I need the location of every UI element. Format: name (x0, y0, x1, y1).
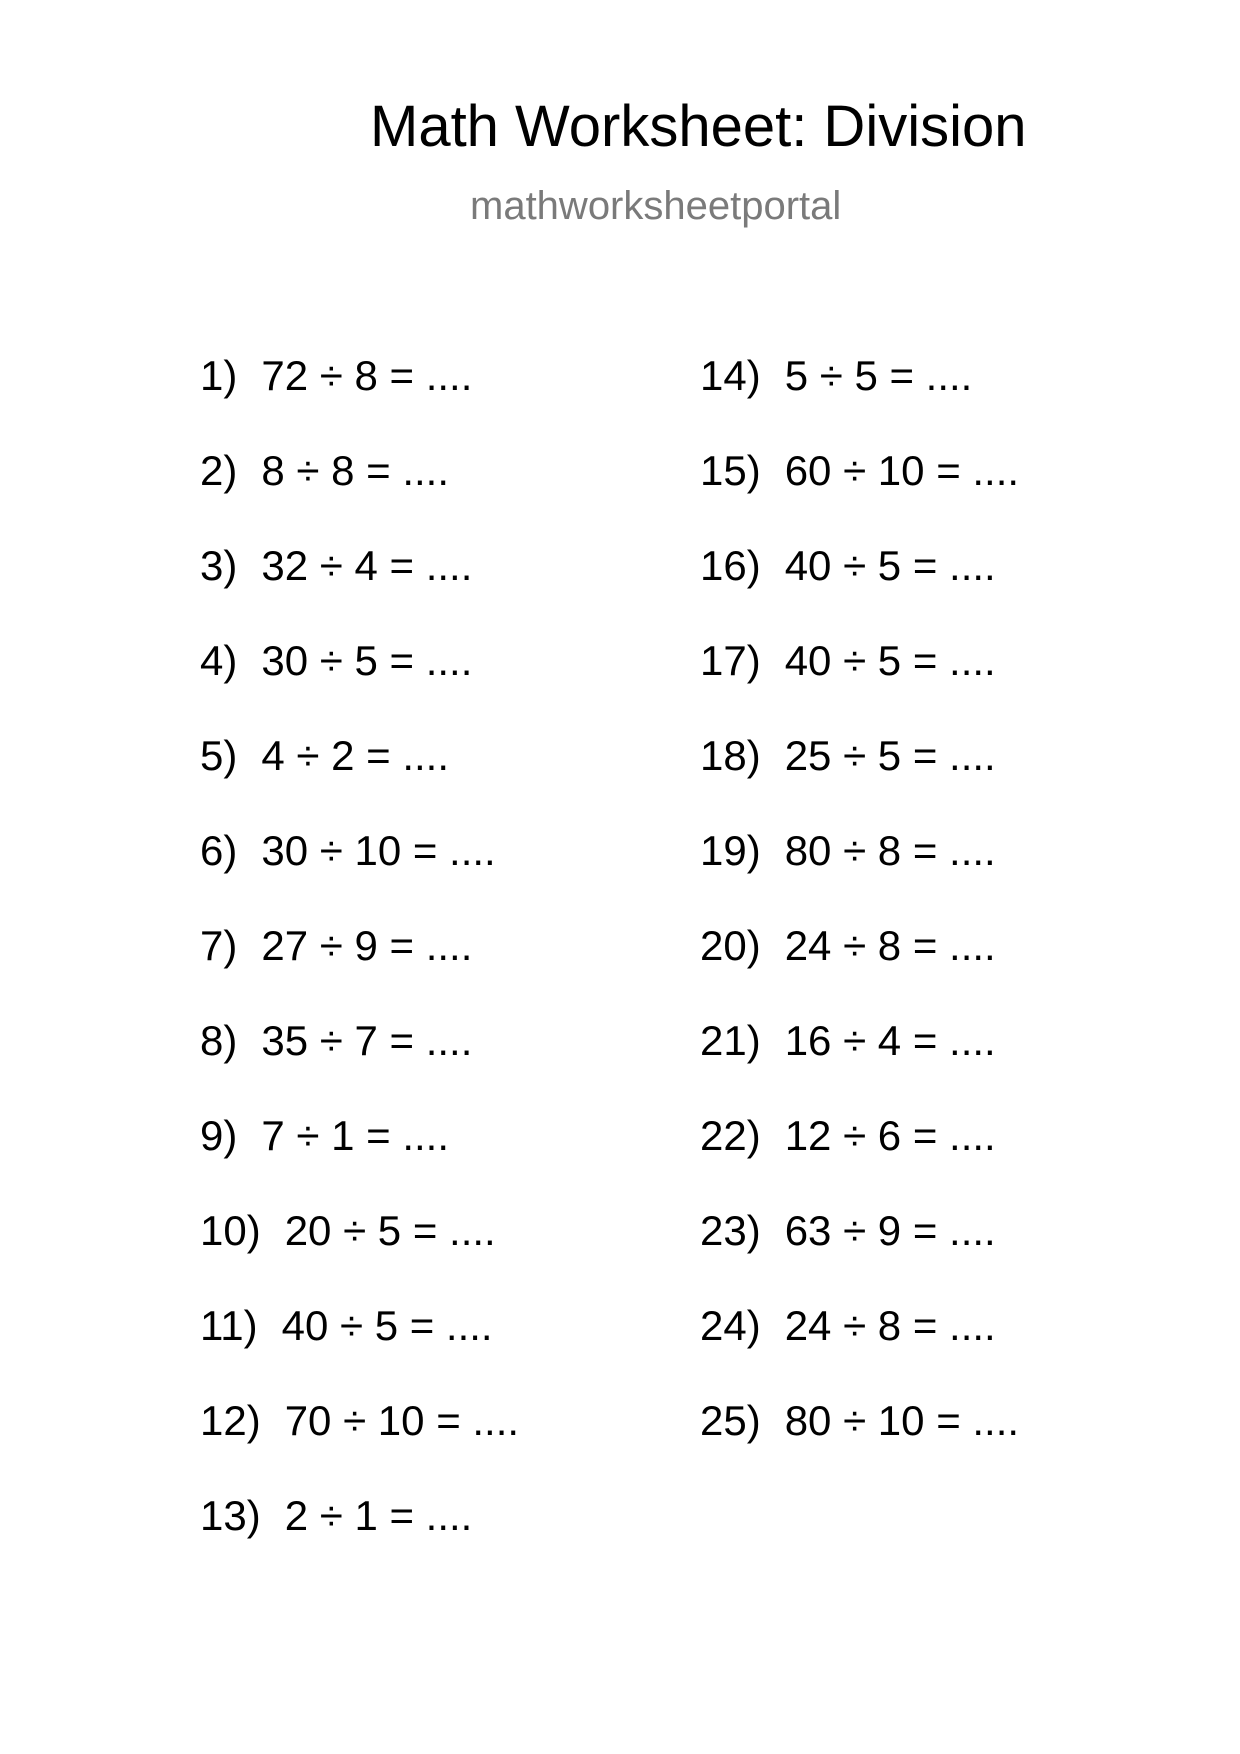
problem-item (700, 1302, 1180, 1397)
problem-number: 12) (200, 1397, 261, 1444)
problem-number: 20) (700, 922, 761, 969)
problem-expression: 72 ÷ 8 = .... (261, 352, 473, 399)
problem-number: 5) (200, 732, 238, 779)
problem-expression: 24 ÷ 8 = .... (784, 922, 996, 969)
problem-item (700, 447, 1180, 542)
problem-expression: 30 ÷ 10 = .... (261, 827, 496, 874)
problem-item (200, 542, 680, 637)
problem-item (700, 1112, 1180, 1207)
problem-number: 11) (200, 1302, 258, 1349)
problem-expression: 20 ÷ 5 = .... (284, 1207, 496, 1254)
problem-expression: 24 ÷ 8 = .... (784, 1302, 996, 1349)
problem-number: 22) (700, 1112, 761, 1159)
problem-item (700, 352, 1180, 447)
problem-item (200, 732, 680, 827)
problem-expression: 40 ÷ 5 = .... (281, 1302, 493, 1349)
problem-number: 7) (200, 922, 238, 969)
problem-expression: 40 ÷ 5 = .... (784, 637, 996, 684)
problem-item (200, 1302, 680, 1397)
problem-number: 14) (700, 352, 761, 399)
problem-expression: 12 ÷ 6 = .... (784, 1112, 996, 1159)
problem-number: 16) (700, 542, 761, 589)
problem-item (200, 1397, 680, 1492)
problem-expression: 35 ÷ 7 = .... (261, 1017, 473, 1064)
problem-expression: 7 ÷ 1 = .... (261, 1112, 450, 1159)
problem-column-left (200, 352, 680, 1587)
problem-item (200, 352, 680, 447)
problem-number: 13) (200, 1492, 261, 1539)
problem-expression: 25 ÷ 5 = .... (784, 732, 996, 779)
problem-expression: 40 ÷ 5 = .... (784, 542, 996, 589)
problem-expression: 70 ÷ 10 = .... (284, 1397, 520, 1444)
problem-column-right (700, 352, 1180, 1492)
problem-number: 8) (200, 1017, 238, 1064)
problem-item (200, 1492, 680, 1587)
problem-item (200, 637, 680, 732)
problem-expression: 4 ÷ 2 = .... (261, 732, 450, 779)
problem-number: 3) (200, 542, 238, 589)
problem-number: 25) (700, 1397, 761, 1444)
source-label: mathworksheetportal (470, 184, 842, 228)
problem-item (200, 1112, 680, 1207)
problem-expression: 8 ÷ 8 = .... (261, 447, 450, 494)
problem-item (200, 827, 680, 922)
problem-item (700, 827, 1180, 922)
problem-number: 18) (700, 732, 761, 779)
problem-item (700, 922, 1180, 1017)
problem-item (200, 447, 680, 542)
problem-number: 1) (200, 352, 238, 399)
problem-number: 15) (700, 447, 761, 494)
problem-expression: 80 ÷ 10 = .... (784, 1397, 1020, 1444)
problem-expression: 5 ÷ 5 = .... (784, 352, 973, 399)
problem-item (200, 1017, 680, 1112)
page-title: Math Worksheet: Division (370, 94, 1027, 159)
problem-item (700, 1207, 1180, 1302)
problem-expression: 60 ÷ 10 = .... (784, 447, 1020, 494)
problem-expression: 16 ÷ 4 = .... (784, 1017, 996, 1064)
problem-item (700, 1397, 1180, 1492)
problem-expression: 32 ÷ 4 = .... (261, 542, 473, 589)
problem-item (700, 637, 1180, 732)
problem-number: 19) (700, 827, 761, 874)
problem-item (700, 1017, 1180, 1112)
problem-item (700, 542, 1180, 637)
problem-item (200, 1207, 680, 1302)
problem-item (700, 732, 1180, 827)
problem-expression: 2 ÷ 1 = .... (284, 1492, 473, 1539)
problem-expression: 30 ÷ 5 = .... (261, 637, 473, 684)
problem-number: 9) (200, 1112, 238, 1159)
problem-number: 23) (700, 1207, 761, 1254)
problem-item (200, 922, 680, 1017)
problem-number: 24) (700, 1302, 761, 1349)
problem-number: 10) (200, 1207, 261, 1254)
problem-expression: 27 ÷ 9 = .... (261, 922, 473, 969)
problem-number: 2) (200, 447, 238, 494)
problem-expression: 63 ÷ 9 = .... (784, 1207, 996, 1254)
problem-number: 4) (200, 637, 238, 684)
problem-number: 21) (700, 1017, 761, 1064)
problem-number: 17) (700, 637, 761, 684)
problem-number: 6) (200, 827, 238, 874)
problem-expression: 80 ÷ 8 = .... (784, 827, 996, 874)
